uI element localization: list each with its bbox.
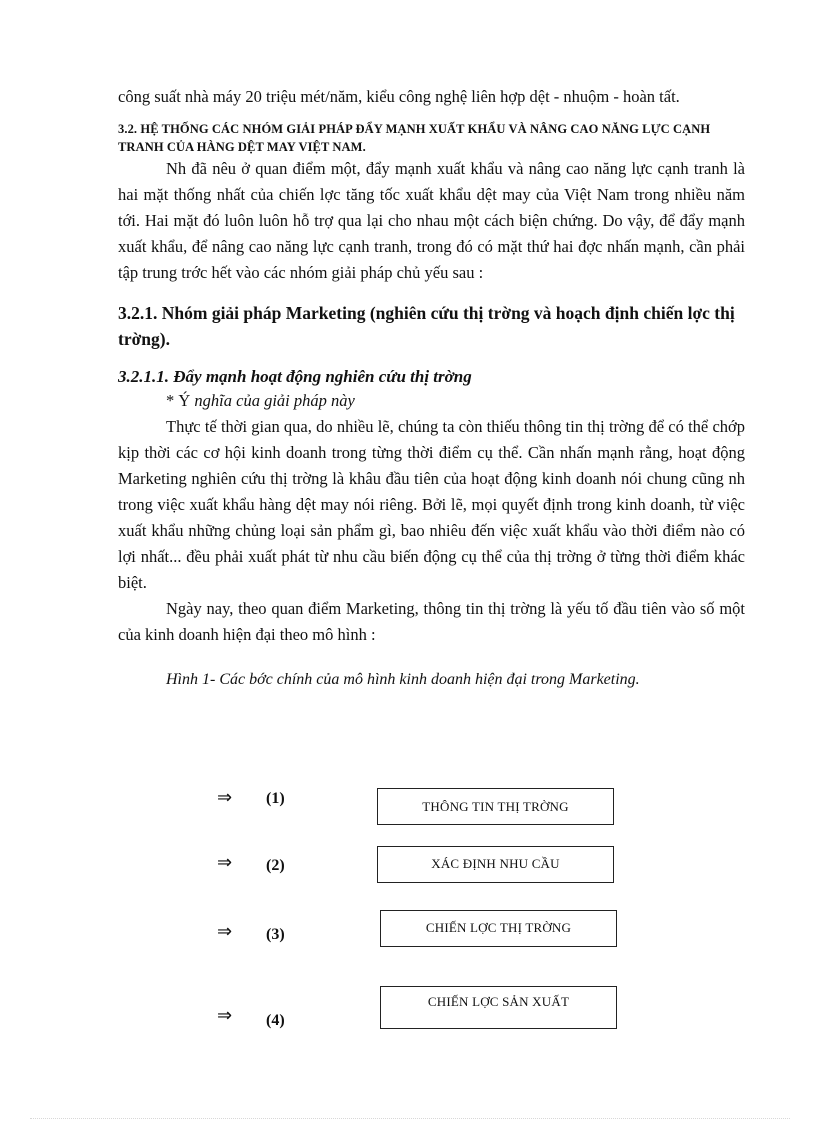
step-box: CHIẾN LỢC SẢN XUẤT	[380, 986, 617, 1029]
figure-caption: Hình 1- Các bớc chính của mô hình kinh doanh hiện đại trong Marketing.	[166, 671, 640, 688]
step-box: XÁC ĐỊNH NHU CẦU	[377, 846, 614, 883]
double-arrow-icon: ⇒	[217, 787, 233, 808]
step-box: CHIẾN LỢC THỊ TRỜNG	[380, 910, 617, 947]
double-arrow-icon: ⇒	[217, 852, 233, 873]
double-arrow-icon: ⇒	[217, 921, 233, 942]
note-marker: * Ý	[166, 391, 191, 410]
paragraph-marketing-model: Ngày nay, theo quan điểm Marketing, thông tin thị trờng là yếu tố đầu tiên vào số một của kinh doanh hiện đại theo mô hình :	[118, 599, 745, 644]
step-number: (4)	[266, 1012, 285, 1029]
note-line	[166, 390, 745, 412]
note-text: nghĩa của giải pháp này	[194, 391, 355, 410]
paragraph-market-info: Thực tế thời gian qua, do nhiều lẽ, chúng ta còn thiếu thông tin thị trờng để có thể chớp kịp thời các cơ hội kinh doanh trong từng thời điểm cụ thể. Cần nhấn mạnh rằng, hoạt động Marketing nghiên cứu thị trờng là khâu đầu tiên của hoạt động kinh doanh nói chung cũng nh trong việc xuất khẩu hàng dệt may nói riêng. Bởi lẽ, mọi quyết định trong kinh doanh, từ việc xuất khẩu những chủng loại sản phẩm gì, bao nhiêu đến việc xuất khẩu vào thời điểm nào có lợi nhất... đều phải xuất phát từ nhu cầu biến động cụ thể của thị trờng ở từng thời điểm khác biệt.	[118, 417, 745, 592]
section-heading: 3.2. HỆ THỐNG CÁC NHÓM GIẢI PHÁP ĐẨY MẠNH XUẤT KHẨU VÀ NÂNG CAO NĂNG LỰC CẠNH TRANH CỦA HÀNG DỆT MAY VIỆT NAM.	[118, 122, 711, 154]
page-bottom-divider	[30, 1118, 790, 1119]
intro-continuation: công suất nhà máy 20 triệu mét/năm, kiểu công nghệ liên hợp dệt - nhuộm - hoàn tất.	[118, 87, 680, 106]
step-box: THÔNG TIN THỊ TRỜNG	[377, 788, 614, 825]
step-number: (1)	[266, 790, 285, 807]
document-body	[118, 84, 745, 692]
section-paragraph: Nh đã nêu ở quan điểm một, đẩy mạnh xuất khẩu và nâng cao năng lực cạnh tranh là hai mặt thống nhất của chiến lợc tăng tốc xuất khẩu dệt may của Việt Nam trong nhiều năm tới. Hai mặt đó luôn luôn hỗ trợ qua lại cho nhau một cách biện chứng. Do vậy, để đẩy mạnh xuất khẩu, để nâng cao năng lực cạnh tranh, trong đó có mặt thứ hai đợc nhấn mạnh, cần phải tập trung trớc hết vào các nhóm giải pháp chủ yếu sau :	[118, 159, 745, 282]
subsubsection-heading: 3.2.1.1. Đẩy mạnh hoạt động nghiên cứu thị trờng	[118, 367, 472, 386]
step-number: (3)	[266, 926, 285, 943]
step-number: (2)	[266, 857, 285, 874]
subsection-heading: 3.2.1. Nhóm giải pháp Marketing (nghiên cứu thị trờng và hoạch định chiến lợc thị trờng).	[118, 303, 735, 349]
double-arrow-icon: ⇒	[217, 1005, 233, 1026]
